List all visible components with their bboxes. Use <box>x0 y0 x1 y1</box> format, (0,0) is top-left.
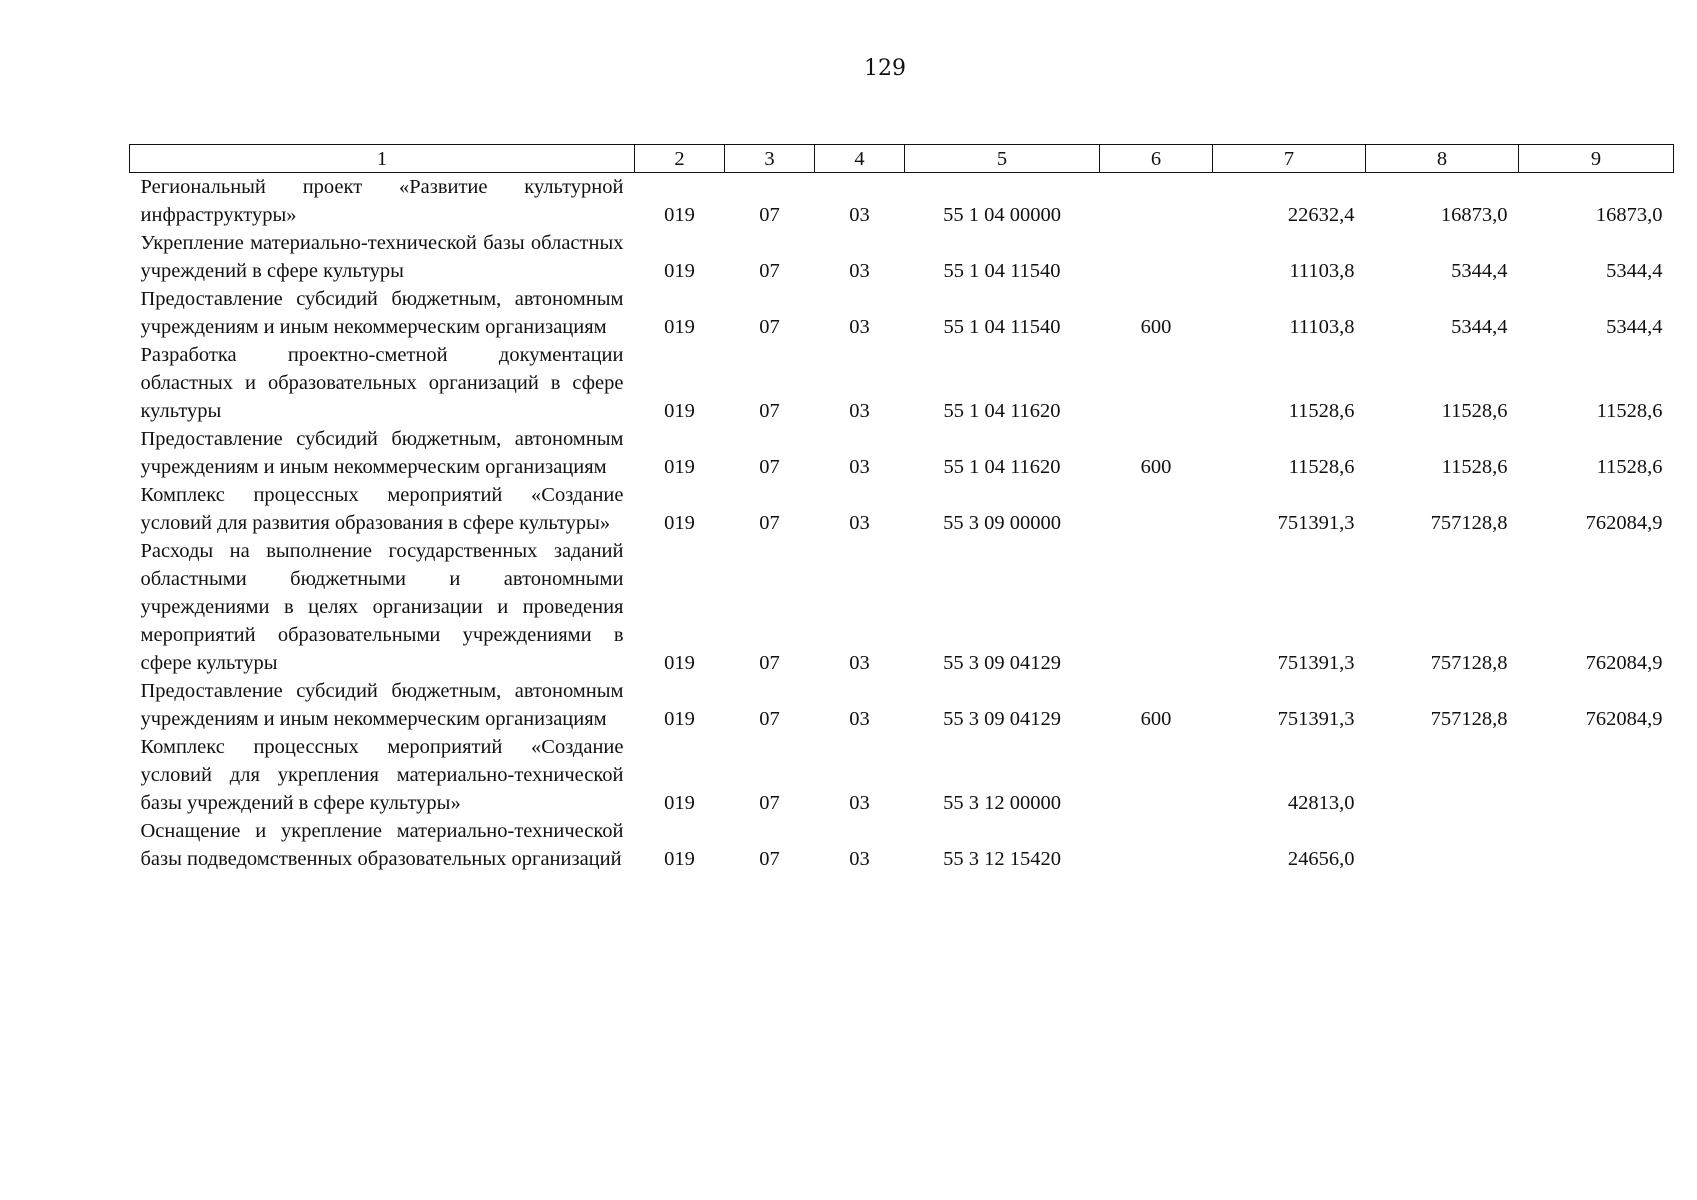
row-description: Комплекс процессных мероприятий «Создание условий для укрепления материально-технической базы учреждений в сфере культуры» <box>140 736 624 814</box>
section-code: 07 <box>759 260 780 282</box>
admin-code: 019 <box>664 652 695 674</box>
target-item-code: 55 3 12 00000 <box>943 792 1061 814</box>
amount-year-1: 24656,0 <box>1287 848 1355 870</box>
row-description: Предоставление субсидий бюджетным, автономным учреждениям и иным некоммерческим организациям <box>140 288 624 338</box>
expense-type-code <box>1100 481 1213 537</box>
section-code: 07 <box>759 204 780 226</box>
target-item-code: 55 1 04 11620 <box>943 456 1061 478</box>
table-row <box>130 285 1674 341</box>
amount-year-3: 11528,6 <box>1596 400 1663 422</box>
admin-code: 019 <box>664 316 695 338</box>
admin-code: 019 <box>664 708 695 730</box>
table-body <box>130 173 1674 874</box>
amount-year-2: 5344,4 <box>1451 260 1508 282</box>
target-item-code: 55 3 09 04129 <box>943 708 1061 730</box>
amount-year-3 <box>1519 817 1674 873</box>
column-header: 6 <box>1100 145 1213 173</box>
subsection-code: 03 <box>849 848 870 870</box>
section-code: 07 <box>759 708 780 730</box>
amount-year-1: 11528,6 <box>1288 456 1355 478</box>
column-header: 5 <box>905 145 1100 173</box>
target-item-code: 55 1 04 00000 <box>943 204 1061 226</box>
amount-year-1: 11528,6 <box>1288 400 1355 422</box>
amount-year-2 <box>1366 817 1519 873</box>
amount-year-1: 42813,0 <box>1287 792 1355 814</box>
expense-type-code: 600 <box>1140 316 1172 338</box>
column-header: 9 <box>1519 145 1674 173</box>
admin-code: 019 <box>664 204 695 226</box>
column-header: 4 <box>815 145 905 173</box>
subsection-code: 03 <box>849 260 870 282</box>
amount-year-2: 11528,6 <box>1441 456 1508 478</box>
subsection-code: 03 <box>849 708 870 730</box>
row-description: Комплекс процессных мероприятий «Создание условий для развития образования в сфере культуры» <box>140 484 624 534</box>
section-code: 07 <box>759 512 780 534</box>
target-item-code: 55 3 09 04129 <box>943 652 1061 674</box>
amount-year-3: 16873,0 <box>1595 204 1663 226</box>
admin-code: 019 <box>664 512 695 534</box>
amount-year-1: 751391,3 <box>1277 652 1355 674</box>
expense-type-code <box>1100 537 1213 677</box>
subsection-code: 03 <box>849 316 870 338</box>
target-item-code: 55 1 04 11540 <box>943 260 1061 282</box>
section-code: 07 <box>759 400 780 422</box>
table-row <box>130 677 1674 733</box>
table-row <box>130 817 1674 873</box>
amount-year-2: 757128,8 <box>1430 708 1508 730</box>
subsection-code: 03 <box>849 204 870 226</box>
expense-type-code <box>1100 341 1213 425</box>
column-header: 1 <box>130 145 635 173</box>
table-row <box>130 425 1674 481</box>
table-row <box>130 481 1674 537</box>
row-description: Региональный проект «Развитие культурной инфраструктуры» <box>140 176 624 226</box>
subsection-code: 03 <box>849 456 870 478</box>
target-item-code: 55 1 04 11620 <box>943 400 1061 422</box>
subsection-code: 03 <box>849 400 870 422</box>
expense-type-code: 600 <box>1140 456 1172 478</box>
subsection-code: 03 <box>849 792 870 814</box>
header-row <box>130 145 1674 173</box>
amount-year-1: 751391,3 <box>1277 512 1355 534</box>
subsection-code: 03 <box>849 652 870 674</box>
amount-year-3: 5344,4 <box>1606 260 1663 282</box>
section-code: 07 <box>759 456 780 478</box>
target-item-code: 55 1 04 11540 <box>943 316 1061 338</box>
column-header: 8 <box>1366 145 1519 173</box>
amount-year-3: 5344,4 <box>1606 316 1663 338</box>
section-code: 07 <box>759 316 780 338</box>
amount-year-1: 751391,3 <box>1277 708 1355 730</box>
amount-year-3: 11528,6 <box>1596 456 1663 478</box>
amount-year-2 <box>1366 733 1519 817</box>
table-row <box>130 341 1674 425</box>
amount-year-3: 762084,9 <box>1585 512 1663 534</box>
expense-type-code <box>1100 229 1213 285</box>
amount-year-1: 11103,8 <box>1289 260 1355 282</box>
amount-year-3: 762084,9 <box>1585 652 1663 674</box>
table-row <box>130 229 1674 285</box>
column-header: 2 <box>635 145 725 173</box>
row-description: Оснащение и укрепление материально-технической базы подведомственных образовательных организаций <box>140 820 624 870</box>
admin-code: 019 <box>664 848 695 870</box>
admin-code: 019 <box>664 792 695 814</box>
page-number: 129 <box>864 56 906 81</box>
table-header <box>130 145 1674 173</box>
amount-year-2: 11528,6 <box>1441 400 1508 422</box>
expense-type-code <box>1100 817 1213 873</box>
amount-year-1: 22632,4 <box>1287 204 1355 226</box>
amount-year-1: 11103,8 <box>1289 316 1355 338</box>
target-item-code: 55 3 12 15420 <box>943 848 1061 870</box>
table-row <box>130 733 1674 817</box>
target-item-code: 55 3 09 00000 <box>943 512 1061 534</box>
row-description: Укрепление материально-технической базы областных учреждений в сфере культуры <box>140 232 624 282</box>
amount-year-2: 757128,8 <box>1430 512 1508 534</box>
section-code: 07 <box>759 848 780 870</box>
table-row <box>130 173 1674 230</box>
row-description: Предоставление субсидий бюджетным, автономным учреждениям и иным некоммерческим организациям <box>140 680 624 730</box>
column-header: 3 <box>725 145 815 173</box>
table-row <box>130 537 1674 677</box>
amount-year-3 <box>1519 733 1674 817</box>
row-description: Предоставление субсидий бюджетным, автономным учреждениям и иным некоммерческим организациям <box>140 428 624 478</box>
budget-table <box>129 144 1674 873</box>
subsection-code: 03 <box>849 512 870 534</box>
section-code: 07 <box>759 652 780 674</box>
admin-code: 019 <box>664 260 695 282</box>
amount-year-2: 5344,4 <box>1451 316 1508 338</box>
expense-type-code <box>1100 733 1213 817</box>
admin-code: 019 <box>664 400 695 422</box>
expense-type-code <box>1100 173 1213 230</box>
amount-year-3: 762084,9 <box>1585 708 1663 730</box>
amount-year-2: 16873,0 <box>1440 204 1508 226</box>
row-description: Разработка проектно-сметной документации областных и образовательных организаций в сфере культуры <box>140 344 624 422</box>
expense-type-code: 600 <box>1140 708 1172 730</box>
row-description: Расходы на выполнение государственных заданий областными бюджетными и автономными учреждениями в целях организации и проведения мероприятий образовательными учреждениями в сфере культуры <box>140 540 624 674</box>
section-code: 07 <box>759 792 780 814</box>
column-header: 7 <box>1213 145 1366 173</box>
admin-code: 019 <box>664 456 695 478</box>
amount-year-2: 757128,8 <box>1430 652 1508 674</box>
